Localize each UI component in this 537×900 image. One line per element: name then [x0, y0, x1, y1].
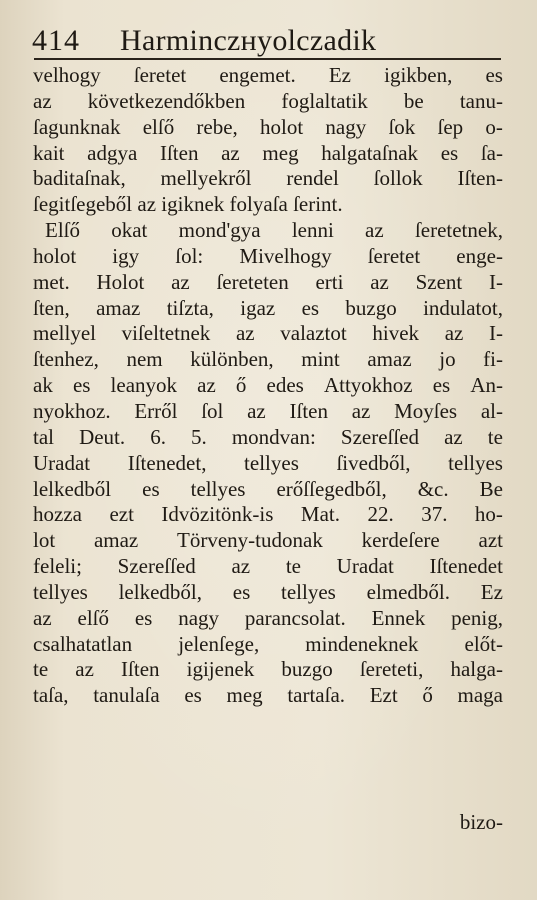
- page-header: [30, 14, 500, 56]
- text-line: te az Iſten igijenek buzgo ſereteti, halga-: [33, 657, 503, 682]
- text-line: hozza ezt Idvözitönk-is Mat. 22. 37. ho-: [33, 502, 503, 527]
- text-line: ſten, amaz tiſzta, igaz es buzgo indulatot,: [33, 295, 503, 320]
- page-number: 414: [32, 24, 80, 57]
- text-line: baditaſnak, mellyekről rendel ſollok Iſten-: [33, 166, 503, 191]
- text-line: velhogy ſeretet engemet. Ez igikben, es: [33, 63, 503, 87]
- text-line: ſtenhez, nem különben, mint amaz jo fi-: [33, 347, 503, 372]
- text-line: az elſő es nagy parancsolat. Ennek penig,: [33, 605, 503, 630]
- text-line: lot amaz Törveny-tudonak kerdeſere azt: [33, 528, 503, 553]
- body-text: [33, 63, 503, 709]
- text-line: csalhatatlan jelenſege, mindeneknek előt-: [33, 631, 503, 656]
- catchword: bizo-: [459, 810, 503, 834]
- text-line: mellyel viſeltetnek az valaztot hivek az I-: [33, 321, 503, 346]
- text-line: ſegitſegeből az igiknek folyaſa ſerint.: [33, 192, 343, 217]
- text-line: feleli; Szereſſed az te Uradat Iſtenedet: [33, 554, 503, 579]
- running-head: Harminczнyolczadik: [120, 24, 377, 57]
- text-line: holot igy ſol: Mivelhogy ſeretet enge-: [33, 243, 503, 268]
- text-line: tal Deut. 6. 5. mondvan: Szereſſed az te: [33, 424, 503, 449]
- text-line: nyokhoz. Erről ſol az Iſten az Moyſes al-: [33, 398, 503, 423]
- text-line: Elſő okat mond'gya lenni az ſeretetnek,: [45, 218, 503, 243]
- text-line: lelkedből es tellyes erőſſegedből, &c. Be: [33, 476, 503, 501]
- text-line: ak es leanyok az ő edes Attyokhoz es An-: [33, 373, 503, 398]
- text-line: ſagunknak elſő rebe, holot nagy ſok ſep o-: [33, 114, 503, 139]
- text-line: az következendőkben foglaltatik be tanu-: [33, 88, 503, 113]
- text-line: taſa, tanulaſa es meg tartaſa. Ezt ő maga: [33, 683, 503, 708]
- text-line: Uradat Iſtenedet, tellyes ſivedből, tellyes: [33, 450, 503, 475]
- text-line: kait adgya Iſten az meg halgataſnak es ſa-: [33, 140, 503, 165]
- text-line: met. Holot az ſereteten erti az Szent I-: [33, 269, 503, 294]
- header-rule: [34, 58, 501, 60]
- text-line: tellyes lelkedből, es tellyes elmedből. Ez: [33, 579, 503, 604]
